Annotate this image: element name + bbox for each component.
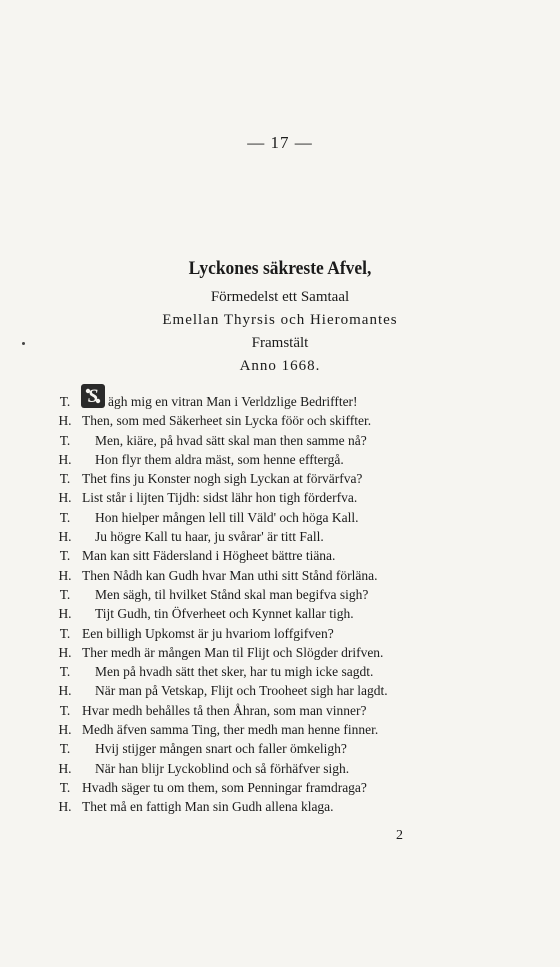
verse-line (58, 386, 458, 411)
verse-line (58, 701, 458, 720)
speaker-label: T. (59, 432, 71, 448)
heading-line-1: Förmedelst ett Samtaal (210, 289, 350, 305)
verse-text: Tijt Gudh, tin Öfverheet och Kynnet kallar tigh. (95, 606, 354, 622)
verse-text: När man på Vetskap, Flijt och Trooheet sigh har lagdt. (95, 683, 388, 699)
ornamental-initial-icon (80, 383, 106, 409)
speaker-label: H. (58, 490, 72, 506)
verse-line (58, 585, 458, 604)
verse-text: Een billigh Upkomst är ju hvariom loffgifven? (82, 625, 334, 641)
poem-title: Lyckones säkreste Afvel, (188, 258, 372, 279)
verse-line (58, 488, 458, 507)
speaker-label: H. (58, 799, 72, 815)
signature-mark: 2 (396, 828, 403, 843)
verse-line (58, 527, 458, 546)
poem-heading (0, 258, 560, 378)
speaker-label: H. (58, 451, 72, 467)
speaker-label: T. (59, 702, 71, 718)
verse-line (58, 469, 458, 488)
verse-line (58, 720, 458, 739)
verse-text: Hvar medh behålles tå then Åhran, som man vinner? (82, 702, 367, 718)
dropcap-letter: S (87, 386, 99, 407)
verse-line (58, 662, 458, 681)
verse-text: Hvadh säger tu om them, som Penningar framdraga? (82, 779, 367, 795)
speaker-label: H. (58, 683, 72, 699)
heading-line-2: Emellan Thyrsis och Hieromantes (162, 312, 398, 328)
speaker-label: T. (59, 664, 71, 680)
speaker-label: H. (58, 529, 72, 545)
speaker-label: H. (58, 760, 72, 776)
verse-line (58, 508, 458, 527)
speaker-label: H. (58, 722, 72, 738)
verse-text: Medh äfven samma Ting, ther medh man henne finner. (82, 722, 379, 738)
speaker-label: T. (59, 548, 71, 564)
verse-line (58, 566, 458, 585)
verse-line (58, 411, 458, 430)
verse-text: Hon hielper mången lell till Väld' och höga Kall. (95, 509, 359, 525)
speaker-label: H. (58, 413, 72, 429)
verse-line (58, 604, 458, 623)
speaker-label: H. (58, 567, 72, 583)
verse-text: Men sägh, til hvilket Stånd skal man begifva sigh? (95, 586, 369, 602)
verse-line (58, 624, 458, 643)
verse-text: Hon flyr them aldra mäst, som henne efftergå. (95, 451, 344, 467)
heading-line-3: Framstält (251, 335, 309, 351)
verse-line (58, 681, 458, 700)
verse-line (58, 759, 458, 778)
verse-text: Men på hvadh sätt thet sker, har tu migh icke sagdt. (95, 664, 374, 680)
verse-text: ägh mig en vitran Man i Verldzlige Bedriffter! (108, 394, 358, 409)
verse-text: Hvij stijger mången snart och faller ömkeligh? (95, 741, 347, 757)
verse-line (58, 546, 458, 565)
speaker-label: H. (58, 644, 72, 660)
speaker-label: H. (58, 606, 72, 622)
speaker-label: T. (59, 586, 71, 602)
speaker-label: T. (59, 509, 71, 525)
page-number: — 17 — (247, 133, 313, 152)
speaker-label: T. (59, 471, 71, 487)
verse-text: Man kan sitt Fädersland i Högheet bättre tiäna. (82, 548, 336, 564)
verse-line (58, 431, 458, 450)
verse-text: Then Nådh kan Gudh hvar Man uthi sitt Stånd förläna. (82, 567, 378, 583)
verse-text: Thet fins ju Konster nogh sigh Lyckan at förvärfva? (82, 471, 363, 487)
verse-line (58, 739, 458, 758)
verse-text: Men, kiäre, på hvad sätt skal man then samme nå? (95, 432, 367, 448)
verse-text: När han blijr Lyckoblind och så förhäfver sigh. (95, 760, 350, 776)
speaker-label: T. (59, 625, 71, 641)
speaker-label: T. (59, 741, 71, 757)
heading-year: Anno 1668. (239, 358, 321, 374)
verse-text: Then, som med Säkerheet sin Lycka föör och skiffter. (82, 413, 372, 429)
verse-text: Ther medh är mången Man til Flijt och Slögder drifven. (82, 644, 384, 660)
verse-text: Thet må en fattigh Man sin Gudh allena klaga. (82, 799, 334, 815)
speaker-label: T. (59, 779, 71, 795)
verse-text: Ju högre Kall tu haar, ju svårar' är titt Fall. (95, 529, 324, 545)
verse-line (58, 797, 458, 816)
verse-line (58, 450, 458, 469)
verse-line (58, 778, 458, 797)
speaker-label: T. (59, 394, 71, 409)
verse-line (58, 643, 458, 662)
dialogue-verses (58, 386, 458, 817)
verse-text: List står i lijten Tijdh: sidst lähr hon tigh förderfva. (82, 490, 358, 506)
